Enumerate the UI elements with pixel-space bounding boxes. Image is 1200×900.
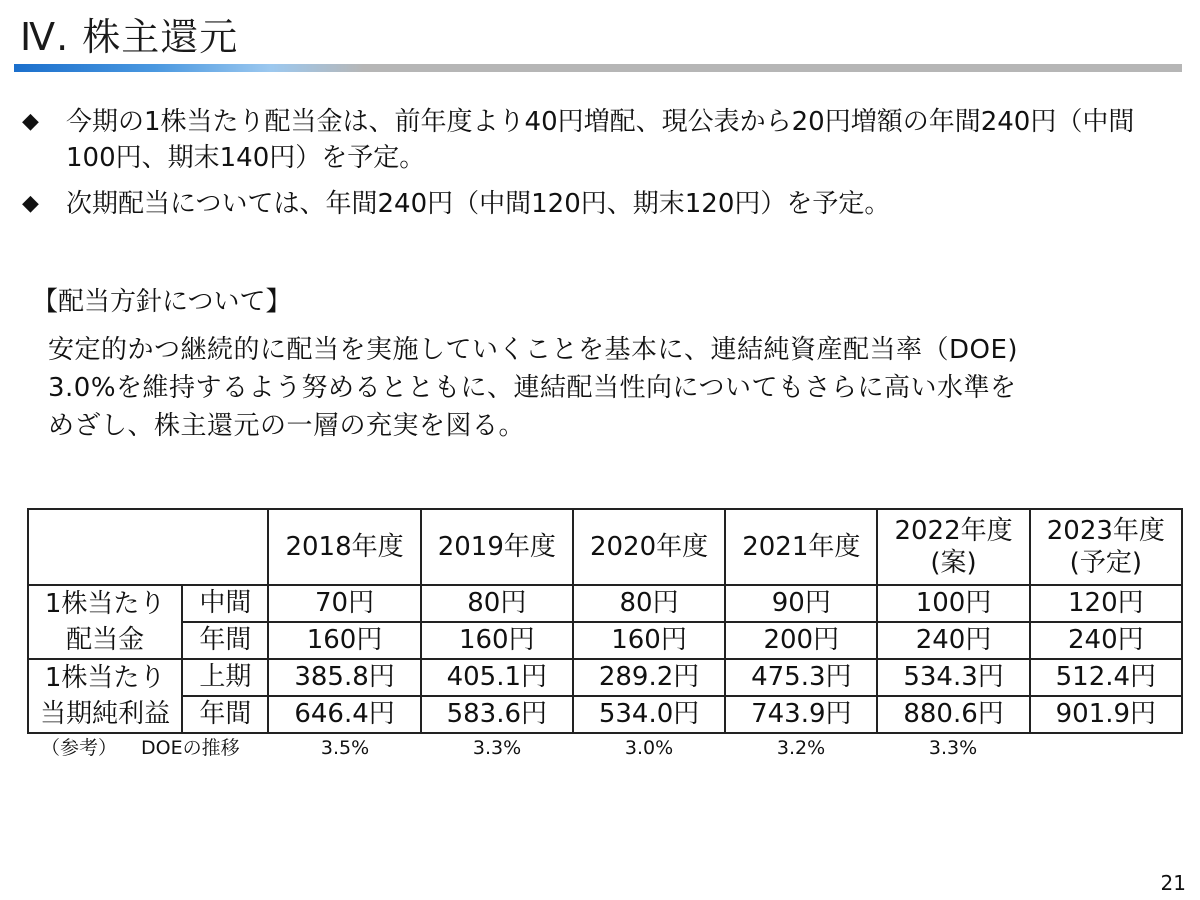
- policy-line: めざし、株主還元の一層の充実を図る。: [48, 411, 526, 441]
- table-cell: 646.4円: [268, 696, 420, 733]
- policy-body: [48, 331, 1128, 445]
- table-cell: 880.6円: [877, 696, 1029, 733]
- doe-trend-row: [27, 734, 1183, 762]
- year-header: 2019年度: [421, 509, 573, 585]
- table-row: [28, 696, 1182, 733]
- row-sub-label: 年間: [182, 622, 268, 659]
- table-cell: 120円: [1030, 585, 1182, 622]
- table-cell: 90円: [725, 585, 877, 622]
- table-cell: 80円: [421, 585, 573, 622]
- diamond-bullet-icon: ◆: [22, 109, 39, 134]
- summary-bullets: [22, 104, 1182, 232]
- table-cell: 512.4円: [1030, 659, 1182, 696]
- doe-value: 3.0%: [624, 737, 674, 759]
- bullet-item: [22, 104, 1182, 176]
- row-sub-label: 中間: [182, 585, 268, 622]
- policy-line: 3.0%を維持するよう努めるとともに、連結配当性向についてもさらに高い水準を: [48, 373, 1017, 403]
- table-cell: 534.0円: [573, 696, 725, 733]
- bullet-text: 次期配当については、年間240円（中間120円、期末120円）を予定。: [66, 189, 891, 219]
- row-sub-label: 年間: [182, 696, 268, 733]
- page-title: Ⅳ. 株主還元: [20, 15, 239, 59]
- table-cell: 160円: [268, 622, 420, 659]
- table-cell: 100円: [877, 585, 1029, 622]
- year-header: 2021年度: [725, 509, 877, 585]
- title-underline: [14, 64, 1182, 72]
- table-cell: 743.9円: [725, 696, 877, 733]
- year-header: 2023年度 (予定): [1030, 509, 1182, 585]
- table-cell: 901.9円: [1030, 696, 1182, 733]
- table-cell: 240円: [877, 622, 1029, 659]
- policy-line: 安定的かつ継続的に配当を実施していくことを基本に、連結純資産配当率（DOE): [48, 335, 1019, 365]
- table-row: [28, 585, 1182, 622]
- table-cell: 160円: [421, 622, 573, 659]
- table-cell: 160円: [573, 622, 725, 659]
- table-corner-cell: [28, 509, 268, 585]
- table-row: [28, 622, 1182, 659]
- doe-reference-label: （参考）: [41, 737, 118, 759]
- row-sub-label: 上期: [182, 659, 268, 696]
- page-number: 21: [1160, 871, 1186, 895]
- row-group-label: 1株当たり 当期純利益: [28, 659, 182, 733]
- table-cell: 240円: [1030, 622, 1182, 659]
- dividend-table: [27, 508, 1183, 734]
- table-cell: 385.8円: [268, 659, 420, 696]
- table-cell: 534.3円: [877, 659, 1029, 696]
- doe-value: 3.5%: [320, 737, 370, 759]
- doe-label: DOEの推移: [141, 737, 240, 759]
- table-cell: 80円: [573, 585, 725, 622]
- row-group-label: 1株当たり 配当金: [28, 585, 182, 659]
- table-cell: 405.1円: [421, 659, 573, 696]
- diamond-bullet-icon: ◆: [22, 191, 39, 216]
- table-cell: 583.6円: [421, 696, 573, 733]
- table-cell: 200円: [725, 622, 877, 659]
- bullet-item: [22, 186, 1182, 222]
- policy-heading: 【配当方針について】: [32, 287, 292, 317]
- doe-value: 3.3%: [472, 737, 522, 759]
- year-header: 2020年度: [573, 509, 725, 585]
- bullet-text: 今期の1株当たり配当金は、前年度より40円増配、現公表から20円増額の年間240円（中間100円、期末140円）を予定。: [66, 107, 1135, 173]
- table-row: [28, 659, 1182, 696]
- table-cell: 289.2円: [573, 659, 725, 696]
- table-header-row: [28, 509, 1182, 585]
- table-cell: 70円: [268, 585, 420, 622]
- table-cell: 475.3円: [725, 659, 877, 696]
- year-header: 2018年度: [268, 509, 420, 585]
- doe-value: 3.2%: [776, 737, 826, 759]
- doe-value: 3.3%: [928, 737, 978, 759]
- year-header: 2022年度 (案): [877, 509, 1029, 585]
